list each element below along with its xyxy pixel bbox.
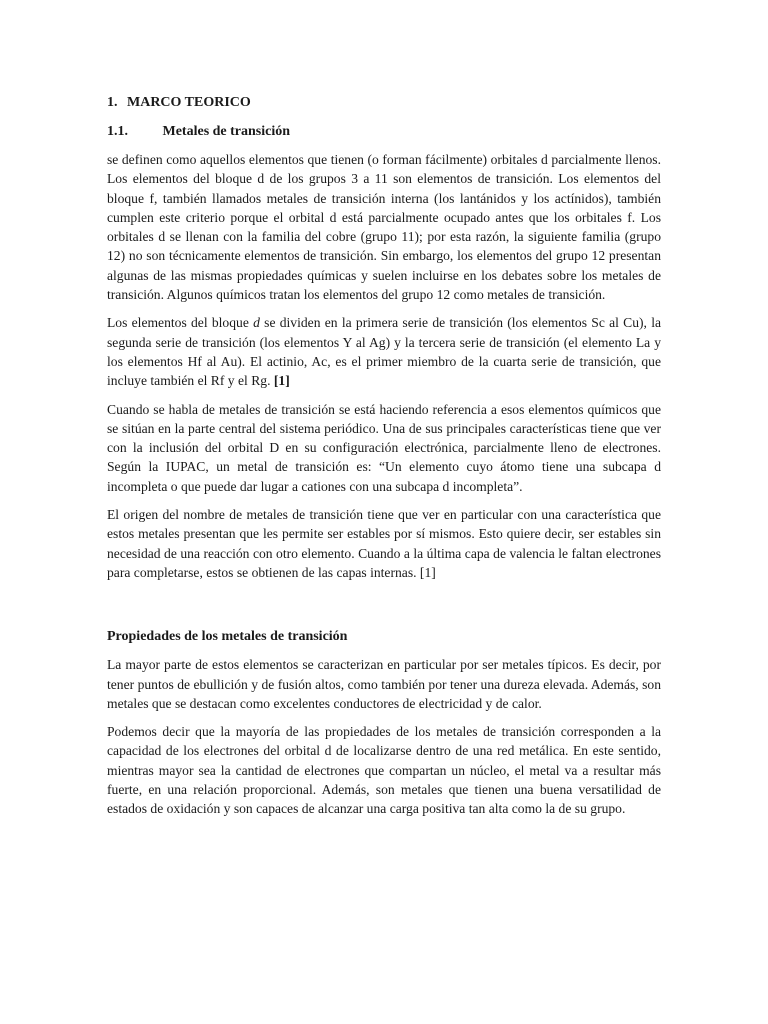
subsection-number: 1.1. [107, 124, 128, 139]
paragraph-iupac: Cuando se habla de metales de transición se está haciendo referencia a esos elementos químicos que se sitúan en la parte central del sistema periódico. Una de sus principales características tiene que ver con la inclusión del orbital D en su configuración electrónica, parcialmente lleno de electrones. Según la IUPAC, un metal de transición es: “Un elemento cuyo átomo tiene una subcapa d incompleta o que puede dar lugar a cationes con una subcapa d incompleta”. [107, 401, 661, 494]
paragraph-definition: se definen como aquellos elementos que tienen (o forman fácilmente) orbitales d parcialmente llenos. Los elementos del bloque d de los grupos 3 a 11 son elementos de transición. Los elementos del bloque f, también llamados metales de transición interna (los lantánidos y los actínidos), también cumplen este criterio porque el orbital d está parcialmente ocupado antes que los orbitales f. Los orbitales d se llenan con la familia del cobre (grupo 11); por esta razón, la siguiente familia (grupo 12) no son técnicamente elementos de transición. Sin embargo, los elementos del grupo 12 presentan algunas de las mismas propiedades químicas y suelen incluirse en los debates sobre los metales de transición. Algunos químicos tratan los elementos del grupo 12 como metales de transición. [107, 152, 661, 303]
paragraph-series [107, 313, 661, 390]
subsection-heading-metales-de-transicion [107, 122, 661, 141]
paragraph-series-d-italic: d [253, 315, 260, 331]
paragraph-origin: El origen del nombre de metales de transición tiene que ver en particular con una característica que estos metales presentan que les permite ser estables por sí mismos. Esto quiere decir, ser estables sin necesidad de una reacción con otro elemento. Cuando a la última capa de valencia le faltan electrones para completarse, estos se obtienen de las capas internas. [1] [107, 507, 661, 580]
subsection-title: Metales de transición [162, 124, 291, 139]
section-number: 1. [107, 95, 118, 110]
paragraph-properties-electrons: Podemos decir que la mayoría de las propiedades de los metales de transición corresponden a la capacidad de los electrones del orbital d de localizarse dentro de una red metálica. En este sentido, mientras mayor sea la cantidad de electrones que compartan un núcleo, el metal va a resultar más fuerte, en una relación proporcional. Además, son metales que tienen una buena versatilidad de estados de oxidación y son capaces de alcanzar una carga positiva tan alta como la de su grupo. [107, 724, 661, 817]
citation-reference: [1] [273, 373, 290, 389]
paragraph-series-text-b: se dividen en la primera serie de transición (los elementos Sc al Cu), la segunda serie de transición (los elementos Y al Ag) y la tercera serie de transición (el elemento La y los elementos Hf al Au). El actinio, Ac, es el primer miembro de la cuarta serie de transición, que incluye también el Rf y el Rg. [107, 315, 662, 389]
paragraph-series-text-a: Los elementos del bloque [107, 315, 254, 331]
section-heading-marco-teorico [107, 93, 661, 112]
document-page [107, 93, 661, 828]
subsection-heading-propiedades: Propiedades de los metales de transición [107, 629, 348, 645]
section-title: MARCO TEORICO [127, 95, 251, 110]
paragraph-properties-typical: La mayor parte de estos elementos se caracterizan en particular por ser metales típicos. Es decir, por tener puntos de ebullición y de fusión altos, como también por tener una dureza elevada. Además, son metales que se destacan como excelentes conductores de electricidad y de calor. [107, 657, 661, 711]
section-spacer [107, 591, 661, 627]
